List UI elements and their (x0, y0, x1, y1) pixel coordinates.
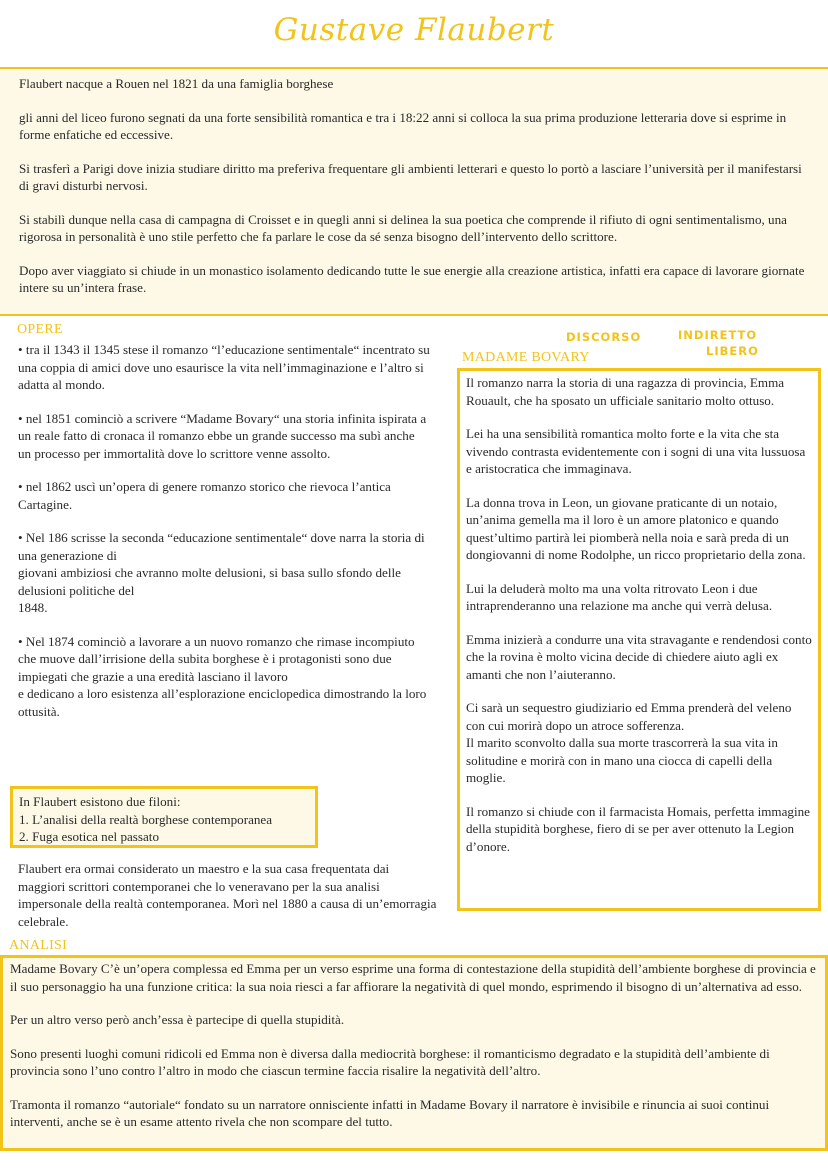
opere-item: • nel 1851 cominciò a scrivere “Madame Bovary“ una storia infinita ispirata a un reale fatto di cronaca il romanzo ebbe un grande successo ma subì anche un processo per immortalità dove lo scrittore venne assolto. (18, 410, 427, 461)
bovary-heading: MADAME BOVARY (462, 350, 590, 365)
analisi-paragraph: Madame Bovary C’è un’opera complessa ed Emma per un verso esprime una forma di contestazione della stupidità dell’ambiente borghese di provincia e il suo personaggio ha una funzione critica: la sua noia riesci a far affiorare la negatività di quel mondo, esprimendo il bisogno di un’alternativa ad esso. (10, 961, 816, 994)
handwritten-note-indiretto: INDIRETTO (678, 328, 758, 342)
page-title: Gustave Flaubert (273, 12, 555, 48)
bovary-paragraph: Ci sarà un sequestro giudiziario ed Emma prenderà del veleno con cui morirà dopo un atroce sofferenza. Il marito sconvolto dalla sua morte trascorrerà la sua vita in solitudine e morirà con in mano una ciocca di capelli della moglie. (466, 700, 792, 785)
bovary-paragraph: Il romanzo narra la storia di una ragazza di provincia, Emma Rouault, che ha sposato un ufficiale sanitario molto ottuso. (466, 375, 785, 408)
filoni-box (10, 786, 318, 848)
opere-item: • nel 1862 uscì un’opera di genere romanzo storico che rievoca l’antica Cartagine. (18, 479, 391, 512)
bovary-paragraph: La donna trova in Leon, un giovane praticante di un notaio, un’anima gemella ma il loro è un amore platonico e quando quest’ultimo partirà lei piomberà nella noia e sarà preda di un dongiovanni di nome Rodolphe, un ricco proprietario della zona. (466, 494, 806, 562)
bio-paragraph: Dopo aver viaggiato si chiude in un monastico isolamento dedicando tutte le sue energie alla creazione artistica, infatti era capace di lavorare giornate intere su un’intera frase. (19, 262, 805, 295)
handwritten-note-libero: LIBERO (706, 344, 759, 358)
handwritten-note-discorso: DISCORSO (566, 330, 642, 344)
bovary-paragraph: Il romanzo si chiude con il farmacista Homais, perfetta immagine della stupidità borghese, fiero di se per aver ottenuto la Legion d’onore. (466, 803, 810, 854)
filoni-item: 2. Fuga esotica nel passato (19, 829, 159, 844)
maestro-paragraph: Flaubert era ormai considerato un maestro e la sua casa frequentata dai maggiori scrittori contemporanei che lo veneravano per la sua analisi impersonale della realtà contemporanea. Morì nel 1880 a causa di un’emorragia celebrale. (18, 861, 437, 929)
analisi-heading: ANALISI (9, 938, 68, 953)
opere-item: • Nel 186 scrisse la seconda “educazione sentimentale“ dove narra la storia di una generazione di giovani ambiziosi che avranno molte delusioni, si basa sullo sfondo delle delusioni politiche del 1848. (18, 530, 425, 615)
bovary-paragraph: Lui la deluderà molto ma una volta ritrovato Leon i due intraprenderanno una relazione ma anche qui verrà delusa. (466, 580, 773, 613)
filoni-item: 1. L’analisi della realtà borghese contemporanea (19, 811, 273, 827)
bovary-box (457, 368, 821, 911)
opere-item: • Nel 1874 cominciò a lavorare a un nuovo romanzo che rimase incompiuto che muove dall’irrisione della subita borghese è i protagonisti sono due impiegati che grazie a una eredità lasciano il lavoro e dedicano a loro esistenza all’esplorazione enciclopedica dimostrando la loro ottusità. (18, 633, 427, 719)
bovary-paragraph: Lei ha una sensibilità romantica molto forte e la vita che sta vivendo contrasta evidentemente con i sogni di una vita lussuosa e aristocratica che immaginava. (466, 426, 806, 476)
bovary-paragraph: Emma inizierà a condurre una vita stravagante e rendendosi conto che la rovina è molto vicina decide di chiedere aiuto agli ex amanti che non l’aiuteranno. (466, 631, 812, 682)
analisi-paragraph: Tramonta il romanzo “autoriale“ fondato su un narratore onnisciente infatti in Madame Bovary il narratore è invisibile e rinuncia ai suoi continui interventi, anche se è un esame attento rivela che non scompare del tutto. (10, 1096, 770, 1129)
analisi-box (0, 955, 828, 1151)
opere-list (18, 341, 430, 736)
filoni-intro: In Flaubert esistono due filoni: (19, 794, 181, 809)
opere-heading: OPERE (17, 322, 63, 337)
biography-box (0, 67, 828, 316)
opere-item: • tra il 1343 il 1345 stese il romanzo “l’educazione sentimentale“ incentrato su una coppia di amici dove uno esaurisce la vita nell’immaginazione e l’altro si adatta al mondo. (18, 342, 430, 392)
analisi-paragraph: Sono presenti luoghi comuni ridicoli ed Emma non è diversa dalla mediocrità borghese: il romanticismo degradato e la stupidità dell’ambiente di provincia sono l’uno contro l’altro in modo che ciascun termine faccia risalire la negatività dell’altro. (10, 1045, 770, 1078)
bio-paragraph: gli anni del liceo furono segnati da una forte sensibilità romantica e tra i 18:22 anni si colloca la sua prima produzione letteraria dove si esprime in forme enfatiche ed eccessive. (19, 109, 787, 142)
bio-paragraph: Si trasferì a Parigi dove inizia studiare diritto ma preferiva frequentare gli ambienti letterari e questo lo portò a lasciare l’università per il manifestarsi di gravi disturbi nervosi. (19, 160, 802, 193)
bio-paragraph: Flaubert nacque a Rouen nel 1821 da una famiglia borghese (19, 76, 334, 91)
bio-paragraph: Si stabilì dunque nella casa di campagna di Croisset e in quegli anni si delinea la sua poetica che comprende il rifiuto di ogni sentimentalismo, una rigorosa in personalità è uno stile perfetto che fa parlare le cose da sé senza bisogno dell’intervento dello scrittore. (19, 211, 787, 244)
analisi-paragraph: Per un altro verso però anch’essa è partecipe di quella stupidità. (10, 1012, 345, 1027)
